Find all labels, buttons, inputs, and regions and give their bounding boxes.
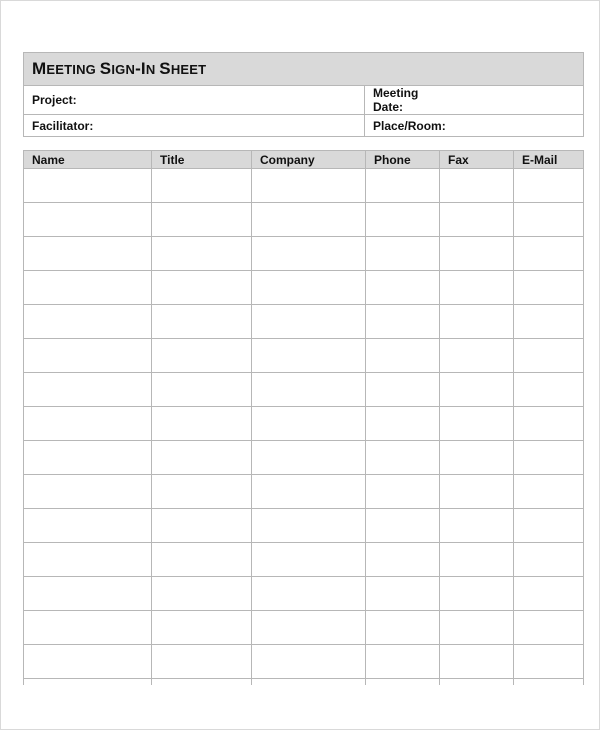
column-header-fax: Fax — [440, 151, 514, 169]
sign-in-cell[interactable] — [440, 237, 514, 271]
sign-in-cell[interactable] — [366, 475, 440, 509]
sign-in-cell[interactable] — [24, 509, 152, 543]
sign-in-cell[interactable] — [152, 679, 252, 686]
meeting-date-label-line2: Date: — [373, 100, 404, 114]
sign-in-cell[interactable] — [252, 645, 366, 679]
sign-in-cell[interactable] — [514, 679, 584, 686]
sign-in-cell[interactable] — [366, 611, 440, 645]
sign-in-cell[interactable] — [24, 645, 152, 679]
sign-in-cell[interactable] — [514, 645, 584, 679]
table-row — [24, 373, 584, 407]
sign-in-cell[interactable] — [252, 577, 366, 611]
sign-in-cell[interactable] — [440, 373, 514, 407]
sign-in-cell[interactable] — [24, 271, 152, 305]
column-header-phone: Phone — [366, 151, 440, 169]
sign-in-cell[interactable] — [440, 645, 514, 679]
sign-in-cell[interactable] — [24, 679, 152, 686]
sign-in-cell[interactable] — [24, 169, 152, 203]
table-header-row — [24, 151, 584, 169]
sign-in-cell[interactable] — [366, 339, 440, 373]
table-row — [24, 645, 584, 679]
sign-in-cell[interactable] — [514, 475, 584, 509]
sign-in-cell[interactable] — [514, 203, 584, 237]
place-room-label: Place/Room: — [373, 118, 446, 133]
sign-in-cell[interactable] — [440, 271, 514, 305]
sign-in-cell[interactable] — [440, 169, 514, 203]
sign-in-cell[interactable] — [514, 441, 584, 475]
sheet-title-part: IGN — [111, 62, 136, 77]
sign-in-cell[interactable] — [252, 339, 366, 373]
meeting-info-table — [23, 52, 584, 137]
facilitator-field[interactable] — [24, 115, 365, 137]
sign-in-cell[interactable] — [252, 373, 366, 407]
table-row — [24, 305, 584, 339]
sign-in-cell[interactable] — [366, 679, 440, 686]
sign-in-cell[interactable] — [252, 611, 366, 645]
sign-in-cell[interactable] — [366, 203, 440, 237]
sheet-title-part: HEET — [170, 62, 207, 77]
sign-in-cell[interactable] — [440, 475, 514, 509]
table-row — [24, 475, 584, 509]
table-row — [24, 203, 584, 237]
sign-in-cell[interactable] — [252, 271, 366, 305]
sign-in-cell[interactable] — [366, 305, 440, 339]
sign-in-cell[interactable] — [24, 577, 152, 611]
sign-in-cell[interactable] — [252, 169, 366, 203]
sign-in-cell[interactable] — [24, 237, 152, 271]
sign-in-cell[interactable] — [514, 271, 584, 305]
sign-in-cell[interactable] — [440, 339, 514, 373]
sign-in-cell[interactable] — [252, 203, 366, 237]
project-label: Project: — [32, 93, 77, 107]
sign-in-cell[interactable] — [152, 169, 252, 203]
table-row — [24, 509, 584, 543]
column-header-e-mail: E-Mail — [514, 151, 584, 169]
sign-in-cell[interactable] — [514, 373, 584, 407]
sign-in-cell[interactable] — [440, 407, 514, 441]
sign-in-cell[interactable] — [514, 611, 584, 645]
sign-in-cell[interactable] — [514, 577, 584, 611]
column-header-company: Company — [252, 151, 366, 169]
sign-in-cell[interactable] — [514, 543, 584, 577]
sign-in-cell[interactable] — [152, 645, 252, 679]
sign-in-cell[interactable] — [152, 509, 252, 543]
table-row — [24, 271, 584, 305]
sheet-title — [24, 53, 584, 86]
place-room-field[interactable] — [365, 115, 584, 137]
sign-in-cell[interactable] — [366, 441, 440, 475]
sign-in-cell[interactable] — [252, 475, 366, 509]
table-row-partial — [24, 679, 584, 686]
table-body — [24, 169, 584, 686]
sign-in-cell[interactable] — [24, 305, 152, 339]
sheet-title-part: -I — [135, 59, 146, 78]
sign-in-cell[interactable] — [152, 407, 252, 441]
sign-in-cell[interactable] — [24, 407, 152, 441]
table-row — [24, 407, 584, 441]
sign-in-cell[interactable] — [252, 237, 366, 271]
table-row — [24, 237, 584, 271]
sign-in-cell[interactable] — [252, 679, 366, 686]
column-header-title: Title — [152, 151, 252, 169]
sign-in-cell[interactable] — [252, 407, 366, 441]
sheet-title-part: S — [99, 59, 112, 78]
sign-in-cell[interactable] — [152, 373, 252, 407]
sign-in-cell[interactable] — [366, 271, 440, 305]
sign-in-cell[interactable] — [366, 169, 440, 203]
sign-in-cell[interactable] — [152, 305, 252, 339]
sign-in-cell[interactable] — [366, 509, 440, 543]
meeting-date-label-line1: Meeting — [373, 86, 419, 100]
table-row — [24, 611, 584, 645]
table-row — [24, 339, 584, 373]
sign-in-cell[interactable] — [514, 169, 584, 203]
sign-in-cell[interactable] — [252, 543, 366, 577]
sign-in-cell[interactable] — [24, 611, 152, 645]
sign-in-cell[interactable] — [514, 305, 584, 339]
sign-in-cell[interactable] — [366, 645, 440, 679]
sign-in-cell[interactable] — [24, 203, 152, 237]
sign-in-cell[interactable] — [514, 407, 584, 441]
sign-in-cell[interactable] — [440, 305, 514, 339]
sign-in-cell[interactable] — [24, 475, 152, 509]
sign-in-cell[interactable] — [24, 339, 152, 373]
sign-in-cell[interactable] — [514, 237, 584, 271]
sign-in-cell[interactable] — [440, 577, 514, 611]
meeting-date-field[interactable] — [365, 86, 584, 115]
sign-in-cell[interactable] — [152, 339, 252, 373]
sign-in-cell[interactable] — [440, 543, 514, 577]
sheet-title-text — [32, 61, 206, 78]
sign-in-cell[interactable] — [152, 543, 252, 577]
sign-in-cell[interactable] — [440, 203, 514, 237]
sign-in-cell[interactable] — [366, 407, 440, 441]
table-row — [24, 441, 584, 475]
sign-in-cell[interactable] — [152, 577, 252, 611]
table-row — [24, 577, 584, 611]
table-row — [24, 543, 584, 577]
facilitator-label: Facilitator: — [32, 118, 94, 133]
sign-in-cell[interactable] — [366, 373, 440, 407]
project-field[interactable] — [24, 86, 365, 115]
sign-in-cell[interactable] — [440, 611, 514, 645]
sign-in-cell[interactable] — [24, 441, 152, 475]
sign-in-cell[interactable] — [152, 203, 252, 237]
sign-in-cell[interactable] — [514, 339, 584, 373]
sign-in-cell[interactable] — [440, 441, 514, 475]
sign-in-cell[interactable] — [252, 509, 366, 543]
table-row — [24, 169, 584, 203]
sign-in-cell[interactable] — [440, 679, 514, 686]
sheet-title-part: M — [32, 59, 47, 78]
sign-in-cell[interactable] — [24, 373, 152, 407]
sign-in-cell[interactable] — [152, 271, 252, 305]
sign-in-cell[interactable] — [152, 611, 252, 645]
sign-in-cell[interactable] — [152, 475, 252, 509]
sign-in-cell[interactable] — [366, 543, 440, 577]
column-header-name: Name — [24, 151, 152, 169]
sign-in-cell[interactable] — [24, 543, 152, 577]
sheet-title-part: N — [145, 62, 160, 77]
sign-in-cell[interactable] — [252, 305, 366, 339]
sign-in-cell[interactable] — [440, 509, 514, 543]
attendee-sign-in-table — [23, 150, 584, 685]
sign-in-cell[interactable] — [252, 441, 366, 475]
sheet-title-part: EETING — [46, 62, 100, 77]
sign-in-cell[interactable] — [152, 237, 252, 271]
sheet-title-part: S — [159, 59, 171, 78]
sign-in-cell[interactable] — [366, 577, 440, 611]
sign-in-cell[interactable] — [514, 509, 584, 543]
sign-in-cell[interactable] — [366, 237, 440, 271]
sign-in-cell[interactable] — [152, 441, 252, 475]
